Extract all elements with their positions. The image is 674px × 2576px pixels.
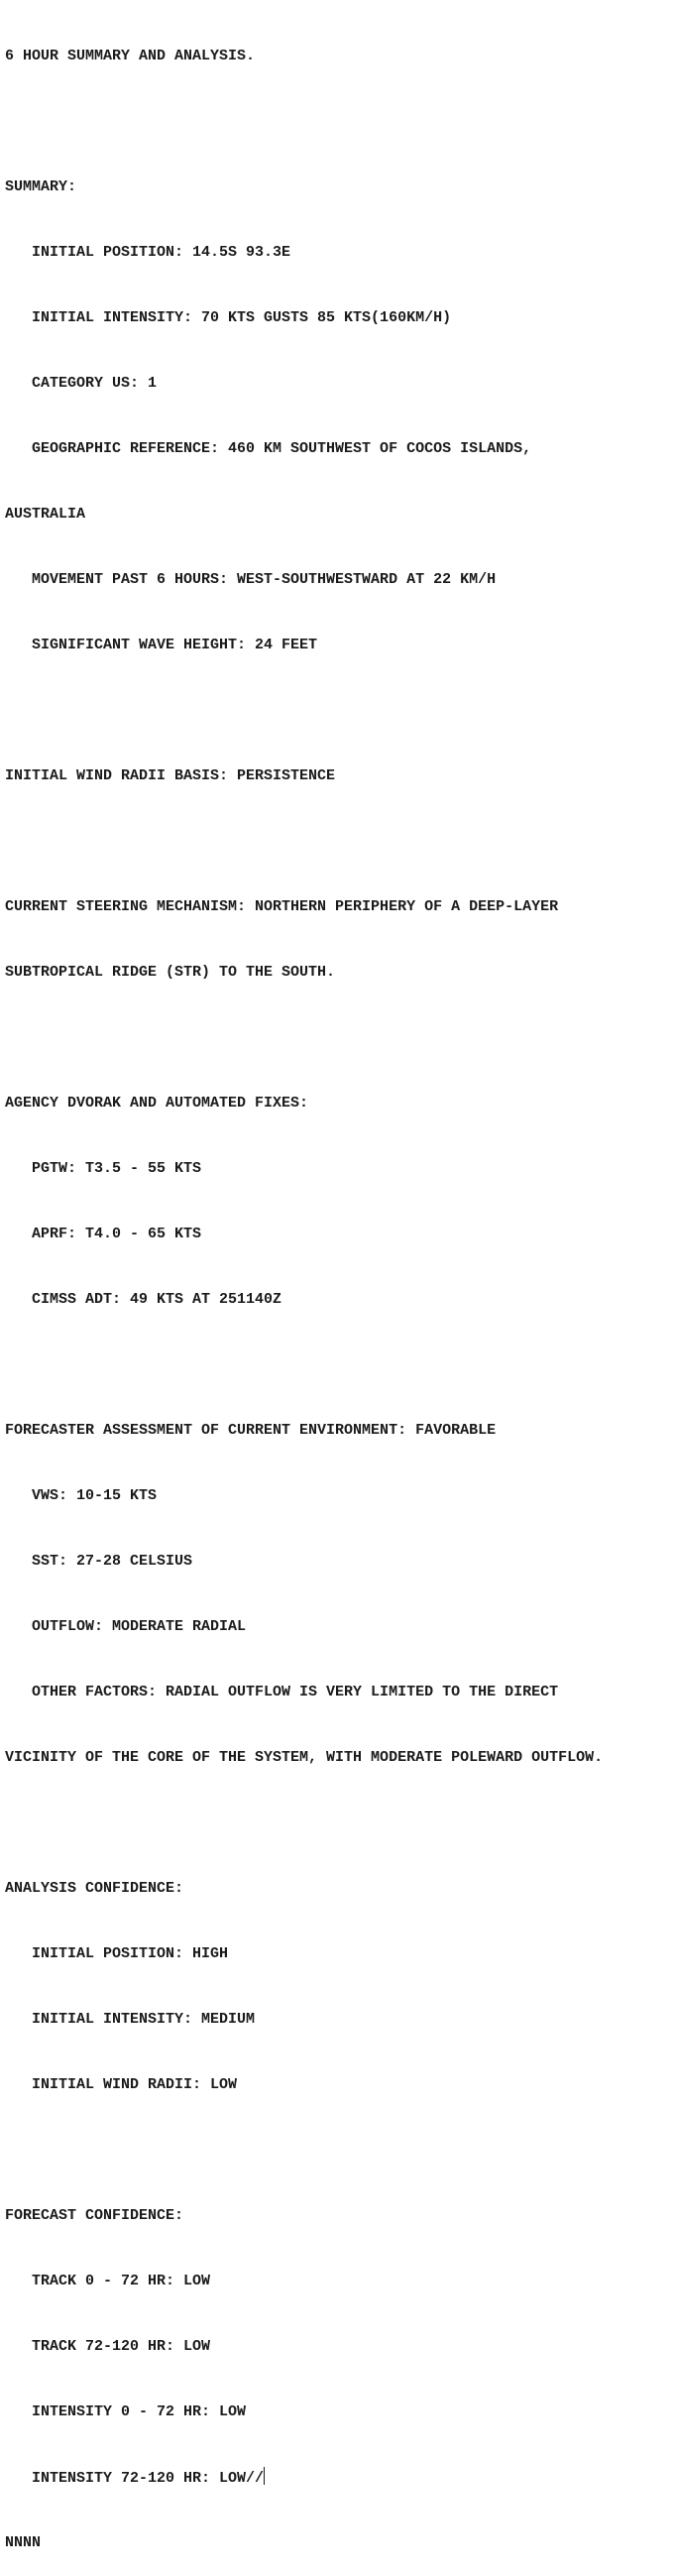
blank-line (5, 831, 674, 853)
line-environment-heading: FORECASTER ASSESSMENT OF CURRENT ENVIRONMENT: FAVORABLE (5, 1422, 497, 1439)
blank-line (5, 1027, 674, 1049)
line-sst: SST: 27-28 CELSIUS (5, 1553, 193, 1570)
line-outflow: OUTFLOW: MODERATE RADIAL (5, 1618, 247, 1635)
blank-line (5, 1813, 674, 1834)
line-aprf: APRF: T4.0 - 65 KTS (5, 1226, 202, 1242)
line-intensity-72-120: INTENSITY 72-120 HR: LOW// (5, 2470, 265, 2487)
line-title: 6 HOUR SUMMARY AND ANALYSIS. (5, 48, 256, 64)
line-conf-initial-position: INITIAL POSITION: HIGH (5, 1945, 229, 1962)
blank-line (5, 2140, 674, 2162)
line-vws: VWS: 10-15 KTS (5, 1487, 158, 1504)
blank-line (5, 1354, 674, 1376)
line-intensity-72-120-wrap (5, 2467, 674, 2489)
line-initial-intensity: INITIAL INTENSITY: 70 KTS GUSTS 85 KTS(160KM/H) (5, 309, 452, 326)
line-initial-position: INITIAL POSITION: 14.5S 93.3E (5, 244, 291, 261)
line-wave-height: SIGNIFICANT WAVE HEIGHT: 24 FEET (5, 637, 318, 653)
line-other-factors: OTHER FACTORS: RADIAL OUTFLOW IS VERY LIMITED TO THE DIRECT (5, 1684, 559, 1700)
line-end-marker: NNNN (5, 2534, 42, 2551)
line-geographic-reference: GEOGRAPHIC REFERENCE: 460 KM SOUTHWEST OF COCOS ISLANDS, (5, 440, 532, 457)
blank-line (5, 700, 674, 722)
line-forecast-confidence-heading: FORECAST CONFIDENCE: (5, 2207, 184, 2224)
line-dvorak-heading: AGENCY DVORAK AND AUTOMATED FIXES: (5, 1095, 309, 1112)
line-pgtw: PGTW: T3.5 - 55 KTS (5, 1160, 202, 1177)
line-track-0-72: TRACK 0 - 72 HR: LOW (5, 2273, 211, 2289)
line-summary-heading: SUMMARY: (5, 178, 77, 195)
line-steering-mechanism: CURRENT STEERING MECHANISM: NORTHERN PERIPHERY OF A DEEP-LAYER (5, 898, 559, 915)
line-conf-initial-intensity: INITIAL INTENSITY: MEDIUM (5, 2011, 256, 2028)
blank-line (5, 111, 674, 133)
line-conf-initial-wind-radii: INITIAL WIND RADII: LOW (5, 2076, 238, 2093)
line-wind-radii-basis: INITIAL WIND RADII BASIS: PERSISTENCE (5, 767, 336, 784)
text-cursor (264, 2467, 265, 2485)
line-steering-mechanism-cont: SUBTROPICAL RIDGE (STR) TO THE SOUTH. (5, 964, 336, 981)
line-analysis-confidence-heading: ANALYSIS CONFIDENCE: (5, 1880, 184, 1897)
line-intensity-0-72: INTENSITY 0 - 72 HR: LOW (5, 2403, 247, 2420)
line-movement: MOVEMENT PAST 6 HOURS: WEST-SOUTHWESTWARD AT 22 KM/H (5, 571, 497, 588)
line-cimss-adt: CIMSS ADT: 49 KTS AT 251140Z (5, 1291, 282, 1308)
line-category-us: CATEGORY US: 1 (5, 375, 158, 392)
line-other-factors-cont: VICINITY OF THE CORE OF THE SYSTEM, WITH MODERATE POLEWARD OUTFLOW. (5, 1749, 604, 1766)
line-track-72-120: TRACK 72-120 HR: LOW (5, 2338, 211, 2355)
line-geographic-reference-cont: AUSTRALIA (5, 506, 86, 523)
